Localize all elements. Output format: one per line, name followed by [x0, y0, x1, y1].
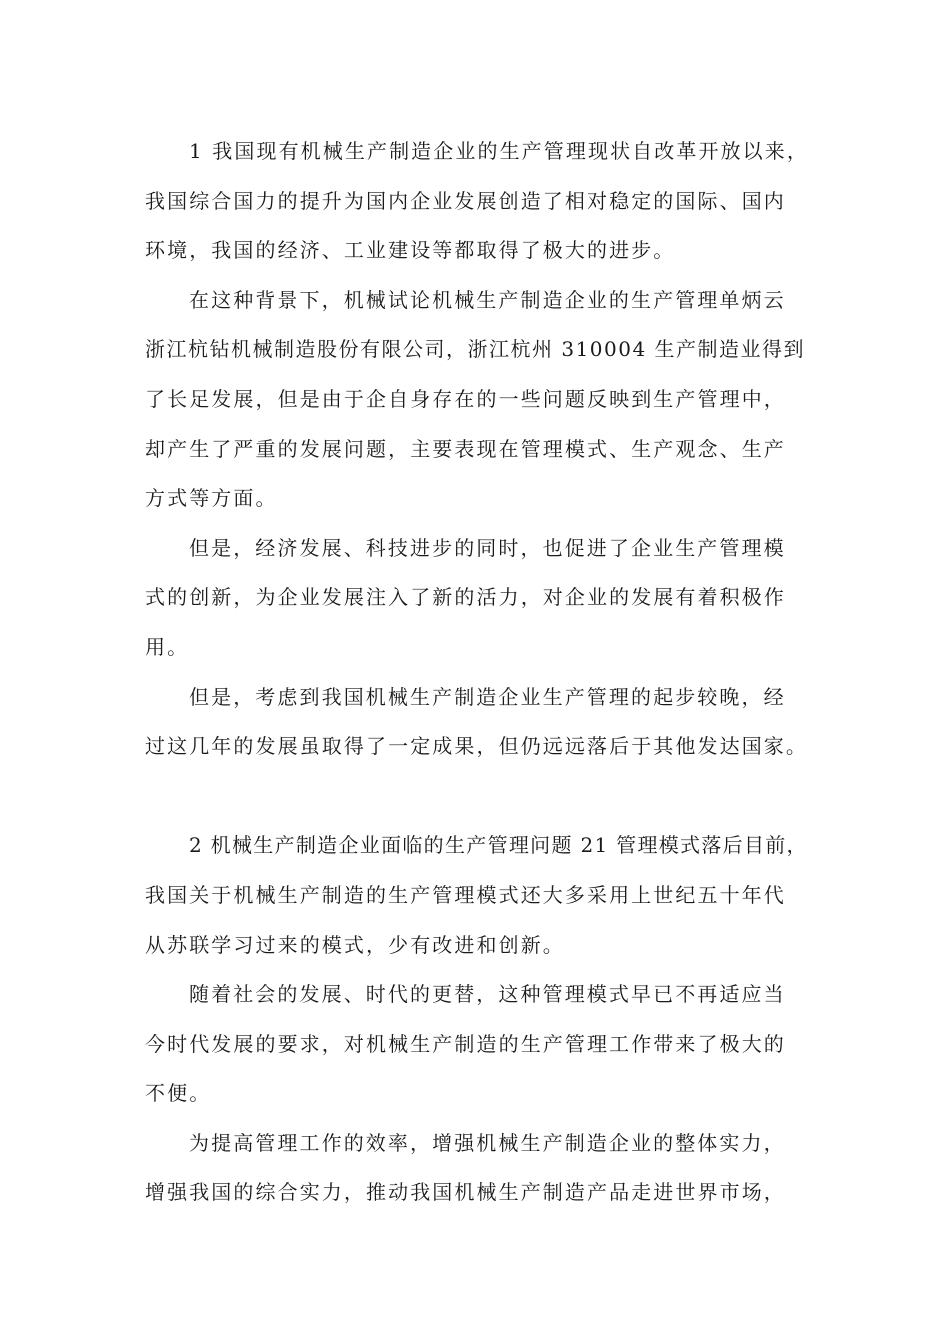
text-line: 方式等方面。	[145, 486, 278, 511]
section-gap	[145, 772, 810, 822]
paragraph-s1-p3	[145, 524, 810, 673]
paragraph-s1-p4	[145, 673, 810, 772]
paragraph-s2-p1	[145, 821, 810, 970]
text-line: 但是，经济发展、科技进步的同时，也促进了企业生产管理模	[189, 535, 786, 560]
text-line: 我国综合国力的提升为国内企业发展创造了相对稳定的国际、国内	[145, 188, 786, 213]
text-line: 在这种背景下，机械试论机械生产制造企业的生产管理单炳云	[189, 287, 786, 312]
paragraph-s2-p2	[145, 970, 810, 1119]
text-line: 从苏联学习过来的模式，少有改进和创新。	[145, 932, 565, 957]
text-line: 不便。	[145, 1081, 212, 1106]
text-line: 式的创新，为企业发展注入了新的活力，对企业的发展有着积极作	[145, 585, 786, 610]
paragraph-s1-p1	[145, 127, 810, 276]
text-line: 1 我国现有机械生产制造企业的生产管理现状自改革开放以来，	[189, 139, 809, 163]
text-line: 为提高管理工作的效率，增强机械生产制造企业的整体实力，	[189, 1130, 786, 1155]
text-line: 2 机械生产制造企业面临的生产管理问题 21 管理模式落后目前，	[189, 833, 808, 858]
text-line: 浙江杭钻机械制造股份有限公司，浙江杭州 310004 生产制造业得到	[145, 337, 806, 362]
text-line: 了长足发展，但是由于企自身存在的一些问题反映到生产管理中，	[145, 386, 786, 411]
body-text	[145, 127, 810, 1218]
text-line: 用。	[145, 634, 190, 659]
paragraph-s1-p2	[145, 276, 810, 524]
text-line: 但是，考虑到我国机械生产制造企业生产管理的起步较晚，经	[189, 684, 786, 709]
text-line: 今时代发展的要求，对机械生产制造的生产管理工作带来了极大的	[145, 1031, 786, 1056]
paragraph-s2-p3	[145, 1119, 810, 1218]
text-line: 环境，我国的经济、工业建设等都取得了极大的进步。	[145, 238, 676, 263]
text-line: 随着社会的发展、时代的更替，这种管理模式早已不再适应当	[189, 982, 786, 1007]
text-line: 却产生了严重的发展问题，主要表现在管理模式、生产观念、生产	[145, 436, 786, 461]
text-line: 增强我国的综合实力，推动我国机械生产制造产品走进世界市场，	[145, 1180, 786, 1205]
text-line: 过这几年的发展虽取得了一定成果，但仍远远落后于其他发达国家。	[145, 734, 808, 759]
text-line: 我国关于机械生产制造的生产管理模式还大多采用上世纪五十年代	[145, 882, 786, 907]
